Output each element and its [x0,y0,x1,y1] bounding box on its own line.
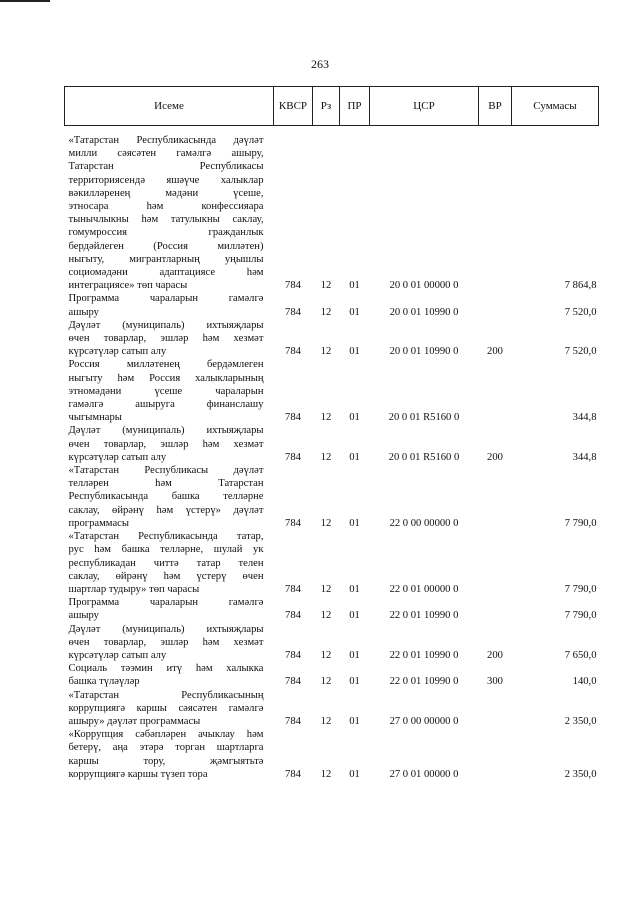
cell-pr: 01 [349,306,360,318]
cell-vr: 200 [487,649,503,661]
cell-kvsr: 784 [285,451,301,463]
row-name-line: күрсәтүләр сатып алу [68,346,167,358]
cell-csr: 22 0 00 00000 0 [389,517,459,529]
row-name [65,728,274,781]
row-name-line: саклау, өйрәнү һәм үстерү өчен [68,570,264,582]
cell-vr [479,292,512,318]
row-name [65,623,274,663]
row-name-line: рус һәм башка телләрне, шулай ук [68,544,264,556]
cell-sum: 2 350,0 [564,715,597,727]
table-row [65,424,599,464]
table-row [65,530,599,596]
cell-rz: 12 [320,649,332,661]
row-name-line: республикадан читтә татар телен [68,557,264,569]
row-name-line: Татарстан Республикасы [68,161,264,173]
row-name-line: Программа чараларын гамәлгә [68,597,264,609]
cell-rz: 12 [320,715,332,727]
table-row [65,134,599,292]
cell-sum: 7 520,0 [564,306,597,318]
row-name-line: башка түләүләр [68,676,140,688]
cell-sum: 7 864,8 [564,280,597,292]
row-name-line: ныгыту, мигрантларның уңышлы [68,253,264,265]
row-name [65,358,274,424]
budget-table [64,86,599,781]
cell-sum: 7 650,0 [564,649,597,661]
cell-csr: 22 0 01 00000 0 [389,583,459,595]
row-name-line: «Татарстан Республикасы дәүләт [68,465,264,477]
row-name [65,134,274,292]
table-row [65,319,599,359]
row-name-line: этномәдәни үсеше чараларын [68,385,264,397]
header-vr: ВР [479,87,512,126]
row-name [65,596,274,622]
cell-kvsr: 784 [285,280,301,292]
row-name [65,530,274,596]
cell-vr [479,530,512,596]
row-name-line: милли сәясәтен гамәлгә ашыру, [68,148,264,160]
cell-rz: 12 [320,517,332,529]
cell-vr [479,464,512,530]
row-name-line: өчен товарлар, эшләр һәм хезмәт [68,636,264,648]
row-name-line: «Татарстан Республикасында дәүләт [68,135,264,146]
corner-mark [0,0,50,2]
row-name [65,319,274,359]
cell-kvsr: 784 [285,676,301,688]
cell-csr: 27 0 01 00000 0 [389,768,459,780]
cell-pr: 01 [349,451,360,463]
page-number: 263 [311,57,329,71]
table-row [65,728,599,781]
cell-rz: 12 [320,583,332,595]
row-name-line: Дәүләт (муниципаль) ихтыяҗлары [68,623,264,635]
cell-rz: 12 [320,610,332,622]
row-name-line: гамәлгә ашыруга финанслашу [68,399,264,411]
row-name-line: территориясендә яшәүче халыклар [68,174,264,186]
cell-kvsr: 784 [285,768,301,780]
cell-pr: 01 [349,583,360,595]
cell-rz: 12 [320,280,332,292]
row-name-line: «Татарстан Республикасында татар, [68,531,264,543]
cell-vr [479,728,512,781]
row-name-line: Дәүләт (муниципаль) ихтыяҗлары [68,425,264,437]
cell-sum: 7 790,0 [564,517,597,529]
cell-pr: 01 [349,517,360,529]
table-row [65,623,599,663]
row-name-line: «Татарстан Республикасының [68,689,264,701]
row-name-line: ашыру [68,610,99,622]
cell-pr: 01 [349,676,360,688]
row-name-line: Россия милләтенең бердәмлеген [68,359,264,371]
cell-pr: 01 [349,715,360,727]
cell-kvsr: 784 [285,346,301,358]
row-name-line: коррупциягә каршы сәясәтен гамәлгә [68,702,264,714]
table-row [65,292,599,318]
header-kvsr: КВСР [274,87,313,126]
row-name-line: ныгыту һәм Россия халыкларының [68,372,264,384]
cell-kvsr: 784 [285,517,301,529]
cell-csr: 20 0 01 R5160 0 [388,451,460,463]
cell-rz: 12 [320,306,332,318]
row-name [65,424,274,464]
cell-sum: 140,0 [572,676,597,688]
cell-pr: 01 [349,649,360,661]
row-name-line: социомәдәни адаптациясе һәм [68,267,264,279]
row-name-line: телләрен һәм Татарстан [68,478,264,490]
row-name-line: өчен товарлар, эшләр һәм хезмәт [68,333,264,345]
cell-vr: 300 [487,676,503,688]
cell-csr: 20 0 01 R5160 0 [388,412,460,424]
cell-kvsr: 784 [285,412,301,424]
table-body [65,126,599,781]
table-row [65,358,599,424]
cell-csr: 22 0 01 10990 0 [389,610,459,622]
row-name [65,464,274,530]
row-name-line: тынычлыкны һәм татулыкны саклау, [68,214,264,226]
cell-sum: 344,8 [572,412,597,424]
table-row [65,596,599,622]
row-name-line: гомумроссия гражданлык [68,227,264,239]
cell-rz: 12 [320,768,332,780]
cell-kvsr: 784 [285,715,301,727]
cell-csr: 27 0 00 00000 0 [389,715,459,727]
row-name-line: бердәйлеген (Россия милләтен) [68,240,264,252]
cell-vr [479,134,512,292]
cell-kvsr: 784 [285,306,301,318]
header-name: Исеме [65,87,274,126]
header-pr: ПР [340,87,370,126]
row-name-line: саклау, өйрәнү һәм үстерү» дәүләт [68,504,264,516]
row-name-line: «Коррупция сәбәпләрен ачыклау һәм [68,729,264,741]
row-name [65,662,274,688]
cell-sum: 7 520,0 [564,346,597,358]
table-row [65,689,599,729]
row-name-line: Республикасында башка телләрне [68,491,264,503]
header-csr: ЦСР [370,87,479,126]
cell-csr: 22 0 01 10990 0 [389,649,459,661]
header-sum: Суммасы [512,87,599,126]
row-name-line: программасы [68,517,129,529]
row-name-line: интеграциясе» төп чарасы [68,280,188,292]
row-name-line: ашыру» дәүләт программасы [68,715,201,727]
row-name-line: күрсәтүләр сатып алу [68,649,167,661]
cell-pr: 01 [349,412,360,424]
row-name-line: Социаль тәэмин итү һәм халыкка [68,663,264,675]
row-name-line: Программа чараларын гамәлгә [68,293,264,305]
cell-rz: 12 [320,676,332,688]
cell-vr [479,689,512,729]
row-name-line: каршы тору, җәмгыятьтә [68,755,264,767]
cell-kvsr: 784 [285,583,301,595]
cell-pr: 01 [349,610,360,622]
row-name-line: этносара һәм конфессияара [68,201,264,213]
cell-csr: 22 0 01 10990 0 [389,676,459,688]
header-row [65,87,599,126]
row-name [65,292,274,318]
row-name-line: шартлар тудыру» төп чарасы [68,583,200,595]
cell-rz: 12 [320,451,332,463]
cell-vr [479,358,512,424]
cell-csr: 20 0 01 10990 0 [389,346,459,358]
row-name-line: ашыру [68,306,99,318]
cell-kvsr: 784 [285,649,301,661]
cell-sum: 7 790,0 [564,583,597,595]
row-name [65,689,274,729]
row-name-line: Дәүләт (муниципаль) ихтыяҗлары [68,319,264,331]
cell-csr: 20 0 01 00000 0 [389,280,459,292]
cell-vr [479,596,512,622]
cell-rz: 12 [320,346,332,358]
cell-csr: 20 0 01 10990 0 [389,306,459,318]
cell-sum: 7 790,0 [564,610,597,622]
row-name-line: күрсәтүләр сатып алу [68,451,167,463]
row-name-line: коррупциягә каршы түзеп тора [68,768,208,780]
row-name-line: вәкилләренең мәдәни үсеше, [68,187,264,199]
cell-pr: 01 [349,280,360,292]
row-name-line: өчен товарлар, эшләр һәм хезмәт [68,438,264,450]
cell-sum: 344,8 [572,451,597,463]
table-row [65,662,599,688]
cell-pr: 01 [349,768,360,780]
row-name-line: бетерү, аңа этәрә торган шартларга [68,742,264,754]
table-row [65,464,599,530]
cell-pr: 01 [349,346,360,358]
cell-rz: 12 [320,412,332,424]
cell-vr: 200 [487,346,503,358]
cell-kvsr: 784 [285,610,301,622]
row-name-line: чыгымнары [68,412,122,424]
cell-sum: 2 350,0 [564,768,597,780]
header-rz: Рз [313,87,340,126]
cell-vr: 200 [487,451,503,463]
